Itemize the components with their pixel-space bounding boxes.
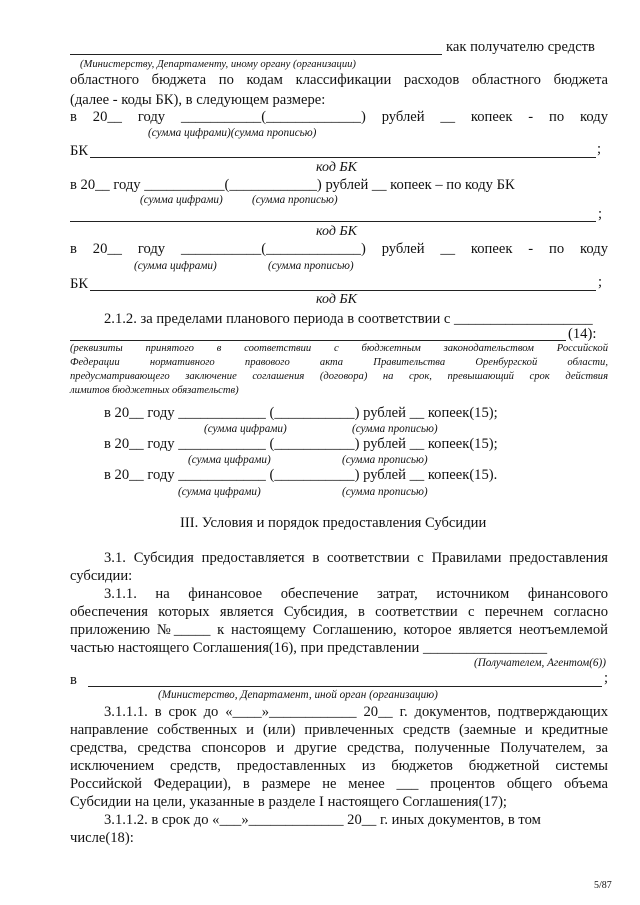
field-caption: (сумма цифрами): [188, 454, 271, 466]
text-line: исключением средств, предоставленных из бюджетов бюджетной системы: [70, 758, 608, 774]
text-line: (14):: [568, 326, 597, 342]
blank-line: [70, 340, 566, 341]
text-line: 3.1. Субсидия предоставляется в соответствии с Правилами предоставления: [104, 550, 608, 566]
text-line: направление собственных и (или) привлеченных средств (заемные и кредитные: [70, 722, 608, 738]
field-caption: (реквизиты принятого в соответствии с бюджетным законодательством Российской: [70, 343, 608, 354]
text-line: в 20__ году ____________ (___________) рублей __ копеек(15).: [104, 467, 498, 483]
field-caption: (сумма прописью): [268, 260, 354, 272]
text-line: БК: [70, 276, 89, 292]
field-caption: (сумма цифрами): [178, 486, 261, 498]
field-caption: (Министерству, Департаменту, иному органу (организации): [80, 59, 356, 70]
text-line: (далее - коды БК), в следующем размере:: [70, 92, 326, 108]
text-line: ;: [598, 274, 603, 290]
text-line: областного бюджета по кодам классификации расходов областного бюджета: [70, 72, 608, 88]
field-caption: (Министерство, Департамент, иной орган (организацию): [158, 689, 438, 701]
field-caption: код БК: [316, 292, 357, 307]
text-line: в 20__ году ___________(____________) рублей __ копеек – по коду БК: [70, 177, 515, 193]
text-line: БК: [70, 143, 89, 159]
blank-line: [90, 157, 596, 158]
text-line: ;: [597, 141, 602, 157]
field-caption: (Получателем, Агентом(6)): [474, 657, 606, 669]
field-caption: предусматривающего заключение соглашения (договора) на срок, превышающий срок действия: [70, 371, 608, 382]
text-line: Российской Федерации), в размере не менее ___ процентов общего объема: [70, 776, 608, 792]
text-line: частью настоящего Соглашения(16), при представлении _________________: [70, 640, 548, 656]
field-caption: (сумма цифрами): [134, 260, 217, 272]
text-line: 3.1.1.1. в срок до «____»____________ 20__ г. документов, подтверждающих: [104, 704, 608, 720]
field-caption: лимитов бюджетных обязательств): [70, 385, 239, 396]
text-line: 3.1.1.2. в срок до «___»_____________ 20__ г. иных документов, в том: [104, 812, 541, 828]
blank-line: [70, 54, 442, 55]
text-line: 3.1.1. на финансовое обеспечение затрат, источником финансового: [104, 586, 608, 602]
field-caption: (сумма прописью): [342, 454, 428, 466]
blank-line: [70, 221, 596, 222]
text-line: Субсидии на цели, указанные в разделе I настоящего Соглашения(17);: [70, 794, 507, 810]
text-line: в 20__ году ___________(_____________) рублей __ копеек - по коду: [70, 241, 608, 257]
text-line: в 20__ году ____________ (___________) рублей __ копеек(15);: [104, 436, 498, 452]
text-line: числе(18):: [70, 830, 134, 846]
text-line: средства, средства спонсоров и другие средства, полученные Получателем, за: [70, 740, 608, 756]
field-caption: (сумма прописью): [342, 486, 428, 498]
field-caption: (сумма цифрами)(сумма прописью): [148, 127, 317, 139]
field-caption: код БК: [316, 224, 357, 239]
text-line: в 20__ году ____________ (___________) рублей __ копеек(15);: [104, 405, 498, 421]
text-line: 2.1.2. за пределами планового периода в соответствии с ___________________: [104, 311, 593, 327]
field-caption: (сумма прописью): [252, 194, 338, 206]
field-caption: Федерации нормативного правового акта Правительства Оренбургской области,: [70, 357, 608, 368]
text-line: ;: [598, 206, 603, 222]
text-line: обеспечения которых является Субсидия, в соответствии с перечнем согласно: [70, 604, 608, 620]
text-line: ;: [604, 670, 609, 686]
text-line: субсидии:: [70, 568, 133, 584]
page-number: 5/87: [594, 880, 612, 891]
section-heading: III. Условия и порядок предоставления Субсидии: [180, 515, 487, 531]
blank-line: [88, 686, 602, 687]
text-line: как получателю средств: [446, 39, 595, 55]
text-line: приложению №_____ к настоящему Соглашению, которое является неотъемлемой: [70, 622, 608, 638]
field-caption: (сумма цифрами): [204, 423, 287, 435]
field-caption: код БК: [316, 160, 357, 175]
blank-line: [90, 290, 596, 291]
field-caption: (сумма прописью): [352, 423, 438, 435]
field-caption: (сумма цифрами): [140, 194, 223, 206]
text-line: в: [70, 672, 77, 688]
text-line: в 20__ году ___________(_____________) рублей __ копеек - по коду: [70, 109, 608, 125]
